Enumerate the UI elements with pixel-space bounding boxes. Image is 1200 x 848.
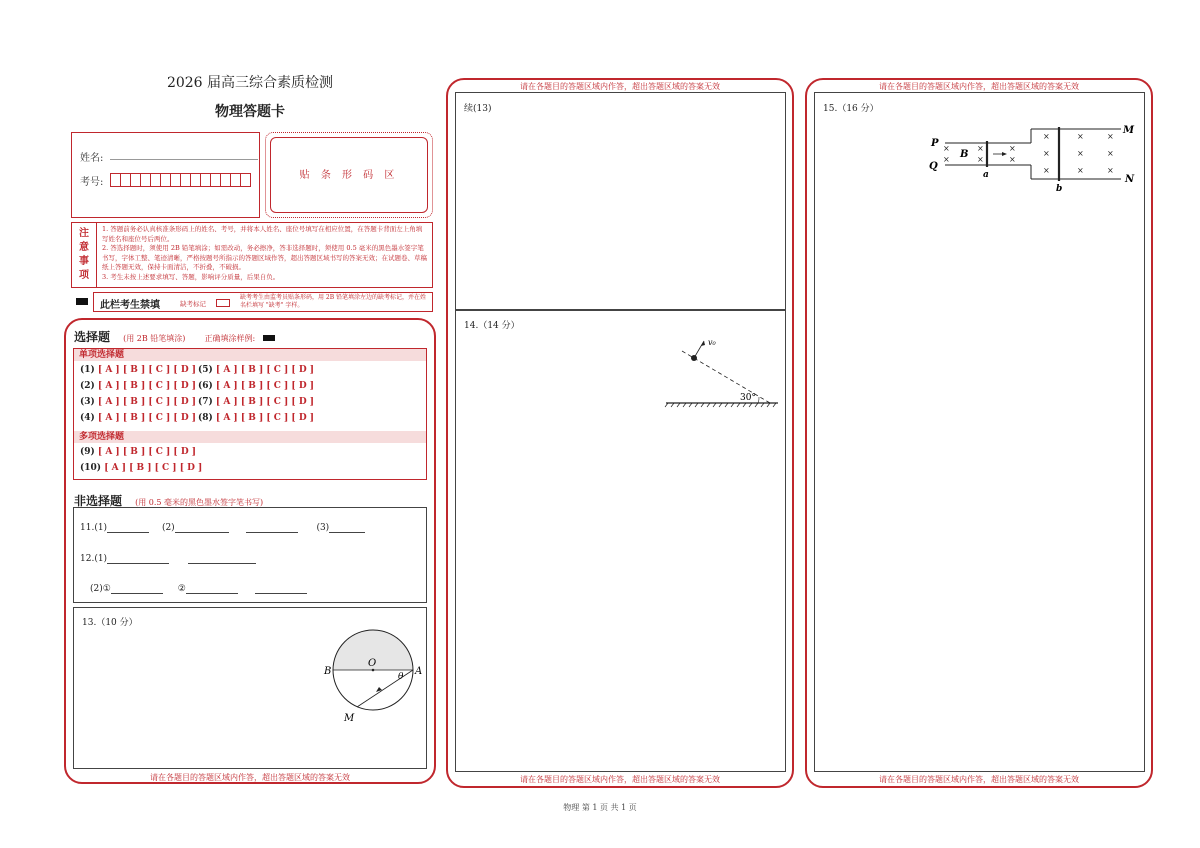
label-Q: Q	[929, 161, 938, 172]
blank-11-2b[interactable]	[246, 532, 298, 533]
notice-box	[71, 222, 433, 288]
rail-diagram	[927, 121, 1141, 191]
barcode-area	[265, 132, 433, 218]
choice-options-q10[interactable]: [ A ] [ B ] [ C ] [ D ]	[104, 463, 203, 473]
choice-q5: (5) [ A ] [ B ] [ C ] [ D ]	[198, 365, 315, 375]
label-angle: 30°	[740, 393, 756, 403]
forbidden-box	[93, 292, 433, 312]
blank-12-2c[interactable]	[255, 593, 307, 594]
choice-options-q1[interactable]: [ A ] [ B ] [ C ] [ D ]	[97, 365, 197, 375]
label-v0: v₀	[708, 338, 716, 347]
notice-item: 2. 答选择题时，须使用 2B 铅笔填涂；如需改动，务必擦净，答非选择题时，须使用 0.5 毫米的黑色墨水签字笔书写，字体工整、笔迹清晰，严格按题号所指示的答题区域作答，超出答题区域书写的答案无效；在试题卷、草稿纸上答题无效，保持卡面清洁，不折叠，不破损。	[102, 244, 427, 271]
label-b: b	[1056, 184, 1063, 191]
label-A: A	[415, 666, 423, 677]
absent-label: 缺考标记	[180, 300, 206, 308]
notice-item: 1. 答题前务必认真核准条形码上的姓名、考号，并将本人姓名、座位号填写在相应位置，在答题卡背面左上角填写姓名和座位号后两位。	[102, 225, 423, 243]
choice-options-q9[interactable]: [ A ] [ B ] [ C ] [ D ]	[97, 447, 197, 457]
svg-text:×: ×	[977, 155, 984, 164]
choice-options-q8[interactable]: [ A ] [ B ] [ C ] [ D ]	[215, 413, 315, 423]
label-a: a	[983, 170, 989, 180]
svg-text:×: ×	[977, 144, 984, 153]
area-warning-right-bottom: 请在各题目的答题区域内作答，超出答题区域的答案无效	[879, 775, 1079, 784]
svg-text:×: ×	[1077, 132, 1084, 141]
choice-q6: (6) [ A ] [ B ] [ C ] [ D ]	[198, 381, 315, 391]
name-label: 姓名:	[80, 153, 104, 164]
card-title: 物理答题卡	[215, 104, 285, 120]
svg-text:×: ×	[1107, 166, 1114, 175]
choice-options-q3[interactable]: [ A ] [ B ] [ C ] [ D ]	[97, 397, 197, 407]
area-warning-mid-top: 请在各题目的答题区域内作答，超出答题区域的答案无效	[520, 82, 720, 91]
exam-title: 2026 届高三综合素质检测	[166, 75, 334, 91]
svg-text:×: ×	[943, 155, 950, 164]
svg-text:×: ×	[1077, 166, 1084, 175]
page-footer: 物理 第 1 页 共 1 页	[563, 803, 637, 812]
blank-12-1b[interactable]	[188, 563, 256, 564]
q13-heading: 13.（10 分）	[82, 618, 138, 628]
svg-text:×: ×	[943, 144, 950, 153]
notice-heading: 注 意 事 项	[72, 223, 97, 287]
label-M: M	[344, 713, 355, 724]
choice-q9: (9) [ A ] [ B ] [ C ] [ D ]	[80, 447, 197, 457]
blank-11-1[interactable]	[107, 532, 149, 533]
student-info-box	[71, 132, 260, 218]
answer-area-15[interactable]	[814, 92, 1145, 772]
fill-sample	[263, 335, 275, 341]
label-theta: θ	[398, 672, 404, 682]
blank-12-2b[interactable]	[186, 593, 238, 594]
svg-text:×: ×	[1077, 149, 1084, 158]
svg-text:×: ×	[1107, 132, 1114, 141]
single-choice-label: 单项选择题	[74, 349, 426, 361]
choice-q3: (3) [ A ] [ B ] [ C ] [ D ]	[80, 397, 197, 407]
label-B: B	[960, 149, 969, 160]
q15-heading: 15.（16 分）	[823, 104, 879, 114]
choice-header: 选择题 (用 2B 铅笔填涂) 正确填涂样例:	[74, 326, 275, 345]
id-label: 考号:	[80, 177, 104, 188]
svg-text:×: ×	[1009, 144, 1016, 153]
choice-block	[73, 348, 427, 480]
answer-area-13-cont[interactable]	[455, 92, 786, 310]
q13-cont-heading: 续(13)	[464, 104, 492, 114]
name-field[interactable]	[110, 159, 258, 160]
nonchoice-header: 非选择题 (用 0.5 毫米的黑色墨水签字笔书写)	[74, 494, 264, 508]
svg-text:×: ×	[1043, 132, 1050, 141]
svg-text:×: ×	[1009, 155, 1016, 164]
label-O: O	[368, 658, 377, 669]
label-B: B	[324, 666, 332, 677]
label-M: M	[1123, 125, 1135, 136]
label-N: N	[1125, 174, 1135, 185]
incline-diagram	[662, 333, 782, 409]
svg-text:×: ×	[1043, 166, 1050, 175]
circle-diagram	[320, 626, 424, 726]
barcode-label: 贴 条 形 码 区	[299, 170, 399, 181]
absent-mark-sample	[76, 298, 88, 305]
absent-checkbox[interactable]	[216, 299, 230, 307]
absent-note: 缺考考生由监考员贴条形码，用 2B 铅笔填涂左边的缺考标记，并在姓名栏填写 "缺考" 字样。	[240, 294, 427, 309]
answer-area-13[interactable]	[73, 607, 427, 769]
choice-options-q4[interactable]: [ A ] [ B ] [ C ] [ D ]	[97, 413, 197, 423]
svg-text:×: ×	[1107, 149, 1114, 158]
blank-12-1[interactable]	[107, 563, 169, 564]
choice-q7: (7) [ A ] [ B ] [ C ] [ D ]	[198, 397, 315, 407]
forbidden-title: 此栏考生禁填	[100, 300, 160, 311]
choice-options-q2[interactable]: [ A ] [ B ] [ C ] [ D ]	[97, 381, 197, 391]
area-warning-mid-bottom: 请在各题目的答题区域内作答，超出答题区域的答案无效	[520, 775, 720, 784]
choice-options-q6[interactable]: [ A ] [ B ] [ C ] [ D ]	[215, 381, 315, 391]
blank-11-3[interactable]	[329, 532, 365, 533]
area-warning-right-top: 请在各题目的答题区域内作答，超出答题区域的答案无效	[879, 82, 1079, 91]
choice-q4: (4) [ A ] [ B ] [ C ] [ D ]	[80, 413, 197, 423]
label-P: P	[931, 138, 939, 149]
blank-12-2a[interactable]	[111, 593, 163, 594]
choice-q2: (2) [ A ] [ B ] [ C ] [ D ]	[80, 381, 197, 391]
choice-q8: (8) [ A ] [ B ] [ C ] [ D ]	[198, 413, 315, 423]
multi-choice-label: 多项选择题	[74, 431, 426, 443]
answer-area-14[interactable]	[455, 310, 786, 772]
q14-heading: 14.（14 分）	[464, 321, 520, 331]
answer-area-11-12[interactable]: 11.(1) (2) (3) 12.(1) (2)① ②	[73, 507, 427, 603]
id-cells[interactable]	[110, 173, 250, 187]
area-warning-left: 请在各题目的答题区域内作答，超出答题区域的答案无效	[150, 773, 350, 782]
choice-q1: (1) [ A ] [ B ] [ C ] [ D ]	[80, 365, 197, 375]
blank-11-2[interactable]	[175, 532, 229, 533]
svg-text:×: ×	[1043, 149, 1050, 158]
choice-q10: (10) [ A ] [ B ] [ C ] [ D ]	[80, 463, 203, 473]
choice-options-q7[interactable]: [ A ] [ B ] [ C ] [ D ]	[215, 397, 315, 407]
notice-item: 3. 考生未按上述要求填写、答题，影响评分质量，后果自负。	[102, 272, 280, 281]
choice-options-q5[interactable]: [ A ] [ B ] [ C ] [ D ]	[215, 365, 315, 375]
